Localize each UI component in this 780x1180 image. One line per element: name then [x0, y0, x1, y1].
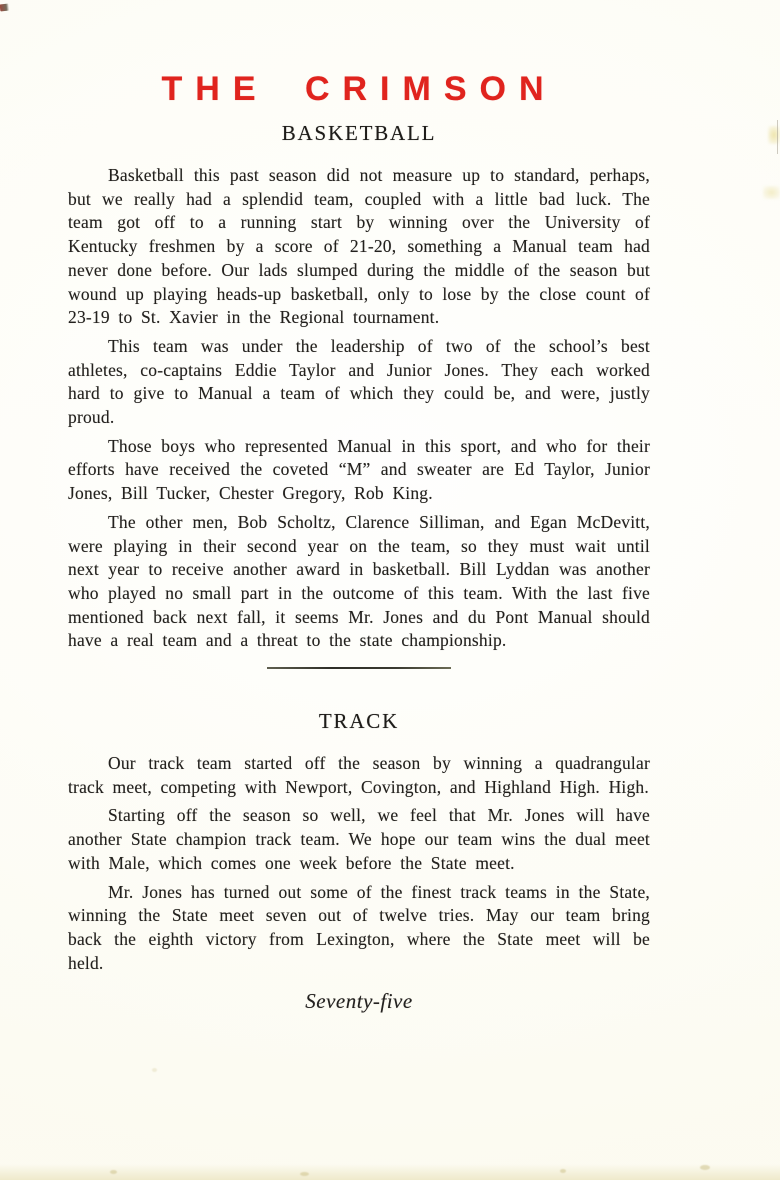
scan-hairline-right-edge — [777, 120, 778, 154]
track-paragraph-1: Our track team started off the season by winning a quadrangular track meet, competing with Newport, Covington, and Highland High. High. — [68, 753, 650, 797]
basketball-paragraph-4: The other men, Bob Scholtz, Clarence Silliman, and Egan McDevitt, were playing in their second year on the team, so they must wait until next year to receive another award in basketball. Bill Lyddan was another who played no small part in the outcome of this team. With the last five mentioned back next fall, it seems Mr. Jones and du Pont Manual should have a real team and a threat to the state championship. — [68, 511, 650, 651]
basketball-paragraph-3: Those boys who represented Manual in this sport, and who for their efforts have received the coveted “M” and sweater are Ed Taylor, Junior Jones, Bill Tucker, Chester Gregory, Rob King. — [68, 435, 650, 504]
scan-speckle — [152, 1068, 157, 1072]
scan-mark-top-left — [0, 4, 9, 12]
section-divider-rule — [267, 667, 451, 669]
track-paragraph-2: Starting off the season so well, we feel that Mr. Jones will have another State champion track team. We hope our team wins the dual meet with Male, which comes one week before the State meet. — [68, 805, 650, 873]
text-column — [68, 0, 650, 1014]
track-paragraph-3: Mr. Jones has turned out some of the finest track teams in the State, winning the State meet seven out of twelve tries. May our team bring back the eighth victory from Lexington, where the State meet will be held. — [68, 881, 650, 973]
basketball-paragraph-1: Basketball this past season did not measure up to standard, perhaps, but we really had a splendid team, coupled with a little bad luck. The team got off to a running start by winning over the University of Kentucky freshmen by a score of 21-20, something a Manual team had never done before. Our lads slumped during the middle of the season but wound up playing heads-up basketball, only to lose by the close count of 23-19 to St. Xavier in the Regional tournament. — [68, 165, 650, 328]
basketball-section — [68, 164, 650, 653]
scan-speckle — [300, 1172, 309, 1176]
scan-speckle — [110, 1170, 117, 1174]
scan-speckle — [700, 1165, 710, 1170]
masthead-title: THE CRIMSON — [161, 70, 557, 108]
page-number: Seventy-five — [305, 989, 413, 1014]
scan-band-bottom — [0, 1164, 780, 1180]
scan-speckle — [560, 1169, 566, 1173]
track-heading: TRACK — [318, 709, 400, 734]
track-section — [68, 752, 650, 975]
scan-smudge-right-upper — [768, 126, 780, 144]
scan-smudge-right-lower — [763, 186, 780, 199]
basketball-paragraph-2: This team was under the leadership of two of the school’s best athletes, co-captains Eddie Taylor and Junior Jones. They each worked hard to give to Manual a team of which they could be, and were, justly proud. — [68, 335, 650, 428]
basketball-heading: BASKETBALL — [281, 121, 437, 145]
